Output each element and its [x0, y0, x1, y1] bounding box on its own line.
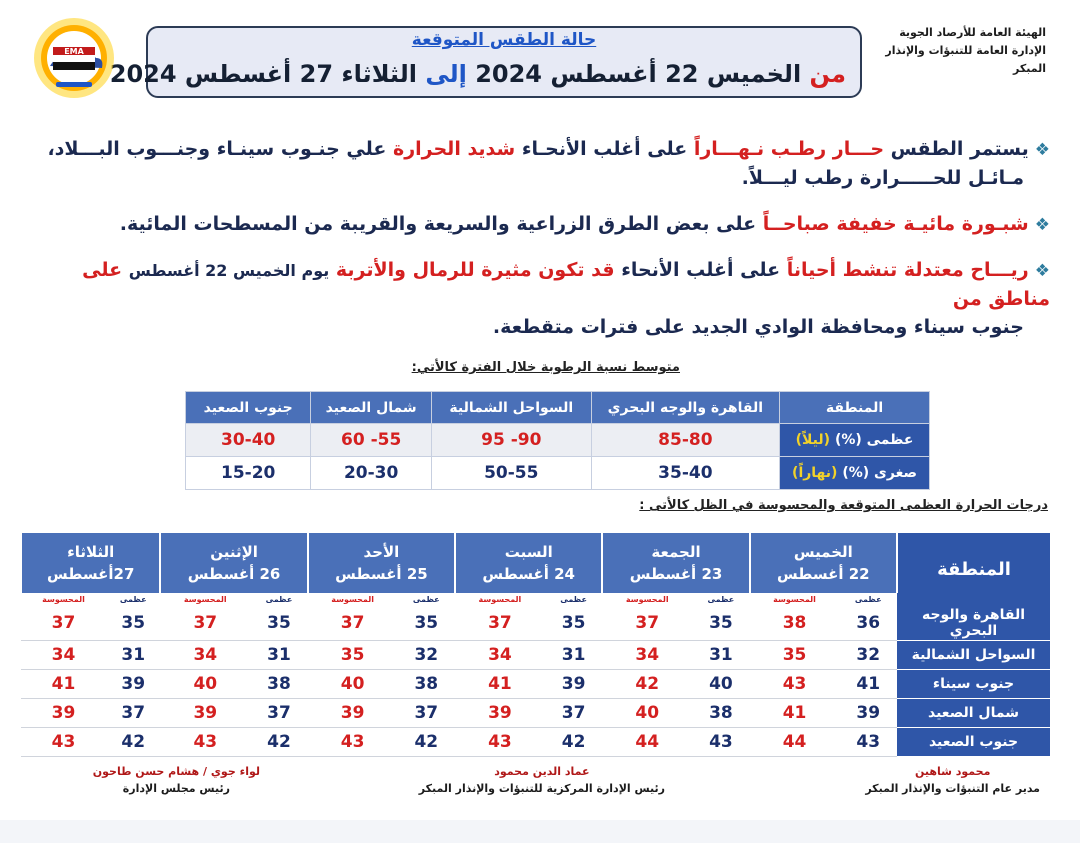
temp-cell: 40 — [160, 670, 250, 699]
bullet-1 — [40, 135, 1050, 192]
humidity-max-label-time: (ليلاً) — [795, 432, 831, 448]
humidity-cell: 90- 95 — [431, 424, 591, 457]
felt-subheader: المحسوسة — [308, 593, 398, 606]
temp-cell: 39 — [106, 670, 160, 699]
temp-cell: 38 — [750, 606, 840, 641]
temp-cell: 43 — [21, 728, 106, 757]
humidity-max-row — [186, 424, 930, 457]
temp-cell: 41 — [21, 670, 106, 699]
temp-cell: 43 — [160, 728, 250, 757]
temp-cell: 39 — [839, 699, 897, 728]
humidity-cell: 50-55 — [431, 457, 591, 490]
b1-text-4: شديد الحرارة — [393, 138, 516, 160]
max-subheader: عظمى — [397, 593, 455, 606]
temp-cell: 40 — [308, 670, 398, 699]
humidity-header-south-upper: جنوب الصعيد — [186, 392, 311, 424]
day-date: 22 أغسطس — [777, 565, 870, 583]
felt-subheader: المحسوسة — [750, 593, 840, 606]
temp-cell: 31 — [106, 641, 160, 670]
temps-region-header: المنطقة — [897, 533, 1050, 606]
temp-cell: 42 — [106, 728, 160, 757]
signature-name: محمود شاهين — [914, 765, 991, 778]
temps-row — [21, 641, 1050, 670]
b3-text-6: جنوب سيناء ومحافظة الوادي الجديد على فترات متقطعة. — [492, 316, 1024, 338]
humidity-cell: 55- 60 — [311, 424, 432, 457]
day-header — [750, 533, 897, 593]
temp-cell: 35 — [308, 641, 398, 670]
temp-cell: 40 — [602, 699, 692, 728]
temp-cell: 39 — [455, 699, 545, 728]
b1-text-1: يستمر الطقس — [890, 138, 1029, 160]
b1-text-2: حـــار رطـب نـهـــاراً — [693, 138, 885, 160]
diamond-bullet-icon: ❖ — [1034, 215, 1050, 235]
b1-text-5: علي جنـوب سينـاء وجنـــوب البـــلاد، — [47, 138, 387, 160]
diamond-bullet-icon: ❖ — [1034, 261, 1050, 281]
temp-cell: 31 — [545, 641, 603, 670]
temp-cell: 31 — [250, 641, 308, 670]
temp-cell: 43 — [692, 728, 750, 757]
temp-cell: 37 — [106, 699, 160, 728]
humidity-cell: 35-40 — [591, 457, 779, 490]
period-to-label: إلى — [425, 60, 467, 88]
humidity-min-row — [186, 457, 930, 490]
b1-text-3: على أغلب الأنحـاء — [521, 138, 688, 160]
humidity-min-label-text: صغرى (%) — [842, 465, 918, 481]
day-header — [308, 533, 455, 593]
humidity-max-label — [780, 424, 930, 457]
day-name: الإثنين — [210, 543, 258, 561]
temps-row — [21, 728, 1050, 757]
day-header — [21, 533, 160, 593]
temp-cell: 42 — [250, 728, 308, 757]
temp-cell: 34 — [21, 641, 106, 670]
day-name: الأحد — [363, 543, 400, 561]
b3-text-2: على أغلب الأنحاء — [621, 259, 781, 281]
temp-cell: 35 — [106, 606, 160, 641]
temp-cell: 35 — [750, 641, 840, 670]
signature-name: لواء جوي / هشام حسن طاحون — [92, 765, 260, 778]
temp-cell: 43 — [308, 728, 398, 757]
humidity-header-north-upper: شمال الصعيد — [311, 392, 432, 424]
bullet-3 — [40, 256, 1050, 341]
signature-title: رئيس مجلس الإدارة — [122, 782, 230, 795]
felt-subheader: المحسوسة — [21, 593, 106, 606]
temperature-table — [20, 533, 1050, 757]
felt-subheader: المحسوسة — [455, 593, 545, 606]
humidity-max-label-text: عظمى (%) — [834, 432, 914, 448]
max-subheader: عظمى — [545, 593, 603, 606]
temp-cell: 39 — [160, 699, 250, 728]
temp-cell: 43 — [750, 670, 840, 699]
temp-cell: 44 — [602, 728, 692, 757]
day-name: السبت — [504, 543, 553, 561]
temp-cell: 42 — [602, 670, 692, 699]
signature-name: عماد الدين محمود — [494, 765, 590, 778]
temp-cell: 41 — [839, 670, 897, 699]
temp-cell: 37 — [308, 606, 398, 641]
svg-text:EMA: EMA — [64, 47, 84, 56]
region-label: القاهرة والوجه البحري — [897, 606, 1050, 641]
day-name: الخميس — [793, 543, 853, 561]
humidity-cell: 20-30 — [311, 457, 432, 490]
b2-text-2: على بعض الطرق الزراعية والسريعة والقريبة من المسطحات المائية. — [119, 213, 757, 235]
temp-cell: 39 — [308, 699, 398, 728]
temps-row — [21, 606, 1050, 641]
temp-cell: 32 — [839, 641, 897, 670]
temps-row — [21, 699, 1050, 728]
humidity-min-label-time: (نهاراً) — [792, 465, 838, 481]
temp-cell: 35 — [250, 606, 308, 641]
max-subheader: عظمى — [692, 593, 750, 606]
temps-caption: درجات الحرارة العظمى المتوقعة والمحسوسة في الظل كالأتى : — [639, 498, 1048, 513]
max-subheader: عظمى — [250, 593, 308, 606]
day-date: 24 أغسطس — [482, 565, 575, 583]
region-label: جنوب سيناء — [897, 670, 1050, 699]
temp-cell: 41 — [750, 699, 840, 728]
temps-subheader-row — [21, 593, 1050, 606]
temp-cell: 34 — [160, 641, 250, 670]
region-label: شمال الصعيد — [897, 699, 1050, 728]
b3-text-4: يوم الخميس 22 أغسطس — [128, 261, 330, 280]
max-subheader: عظمى — [839, 593, 897, 606]
temp-cell: 40 — [692, 670, 750, 699]
day-header — [160, 533, 307, 593]
signature-2 — [419, 763, 665, 797]
temp-cell: 44 — [750, 728, 840, 757]
temp-cell: 35 — [692, 606, 750, 641]
temp-cell: 42 — [397, 728, 455, 757]
max-subheader: عظمى — [106, 593, 160, 606]
temp-cell: 37 — [397, 699, 455, 728]
temp-cell: 42 — [545, 728, 603, 757]
temp-cell: 39 — [21, 699, 106, 728]
temp-cell: 38 — [397, 670, 455, 699]
temp-cell: 37 — [602, 606, 692, 641]
signature-title: رئيس الإدارة المركزية للتنبؤات والإنذار المبكر — [418, 782, 665, 795]
temp-cell: 31 — [692, 641, 750, 670]
temp-cell: 34 — [455, 641, 545, 670]
temp-cell: 34 — [602, 641, 692, 670]
region-label: جنوب الصعيد — [897, 728, 1050, 757]
period-from-label: من — [809, 60, 846, 88]
day-date: 26 أغسطس — [187, 565, 281, 583]
humidity-header-region: المنطقة — [780, 392, 930, 424]
b1-text-6: مـائـل للحـــــرارة رطب ليـــلاً. — [741, 167, 1024, 189]
period-end: الثلاثاء 27 أغسطس 2024 — [109, 60, 417, 88]
temp-cell: 32 — [397, 641, 455, 670]
humidity-cell: 85-80 — [591, 424, 779, 457]
temps-row — [21, 670, 1050, 699]
felt-subheader: المحسوسة — [160, 593, 250, 606]
signature-3 — [93, 763, 260, 797]
org-name: الهيئة العامة للأرصاد الجوية — [899, 26, 1046, 39]
diamond-bullet-icon: ❖ — [1034, 140, 1050, 160]
day-date: 27أغسطس — [47, 565, 135, 583]
humidity-header-row — [186, 392, 930, 424]
page-title: حالة الطقس المتوقعة — [411, 30, 597, 50]
period-title — [110, 60, 846, 88]
temp-cell: 37 — [160, 606, 250, 641]
humidity-min-label — [780, 457, 930, 490]
temp-cell: 37 — [545, 699, 603, 728]
b3-text-1: ريـــاح معتدلة تنشط أحياناً — [786, 259, 1029, 281]
bullet-2 — [40, 210, 1050, 239]
b3-text-5: على مناطق من — [82, 259, 1050, 310]
region-label: السواحل الشمالية — [897, 641, 1050, 670]
humidity-header-north-coast: السواحل الشمالية — [431, 392, 591, 424]
humidity-cell: 15-20 — [186, 457, 311, 490]
b2-text-1: شبـورة مائيـة خفيفة صباحــاً — [762, 213, 1029, 235]
temp-cell: 41 — [455, 670, 545, 699]
day-date: 25 أغسطس — [335, 565, 428, 583]
temp-cell: 39 — [545, 670, 603, 699]
temp-cell: 38 — [250, 670, 308, 699]
signature-1 — [865, 763, 1040, 797]
felt-subheader: المحسوسة — [602, 593, 692, 606]
period-start: الخميس 22 أغسطس 2024 — [475, 60, 802, 88]
temp-cell: 37 — [455, 606, 545, 641]
day-date: 23 أغسطس — [629, 565, 723, 583]
ema-logo — [22, 14, 126, 104]
temp-cell: 36 — [839, 606, 897, 641]
temp-cell: 38 — [692, 699, 750, 728]
day-header — [455, 533, 602, 593]
temp-cell: 43 — [839, 728, 897, 757]
humidity-cell: 30-40 — [186, 424, 311, 457]
temp-cell: 37 — [250, 699, 308, 728]
humidity-caption: متوسط نسبة الرطوبة خلال الفترة كالأتي: — [411, 360, 680, 375]
org-department: الإدارة العامة للتنبؤات والإنذار المبكر — [885, 44, 1046, 75]
temp-cell: 35 — [545, 606, 603, 641]
organization-header — [856, 24, 1046, 78]
b3-text-3: قد تكون مثيرة للرمال والأتربة — [335, 259, 615, 281]
day-header — [602, 533, 749, 593]
humidity-header-cairo: القاهرة والوجه البحري — [591, 392, 779, 424]
humidity-table — [185, 391, 930, 490]
day-name: الجمعة — [651, 543, 701, 561]
signature-title: مدير عام التنبؤات والإنذار المبكر — [865, 782, 1040, 795]
temp-cell: 35 — [397, 606, 455, 641]
title-box — [109, 26, 862, 98]
temps-days-row — [21, 533, 1050, 593]
day-name: الثلاثاء — [67, 543, 115, 561]
temp-cell: 43 — [455, 728, 545, 757]
temp-cell: 37 — [21, 606, 106, 641]
